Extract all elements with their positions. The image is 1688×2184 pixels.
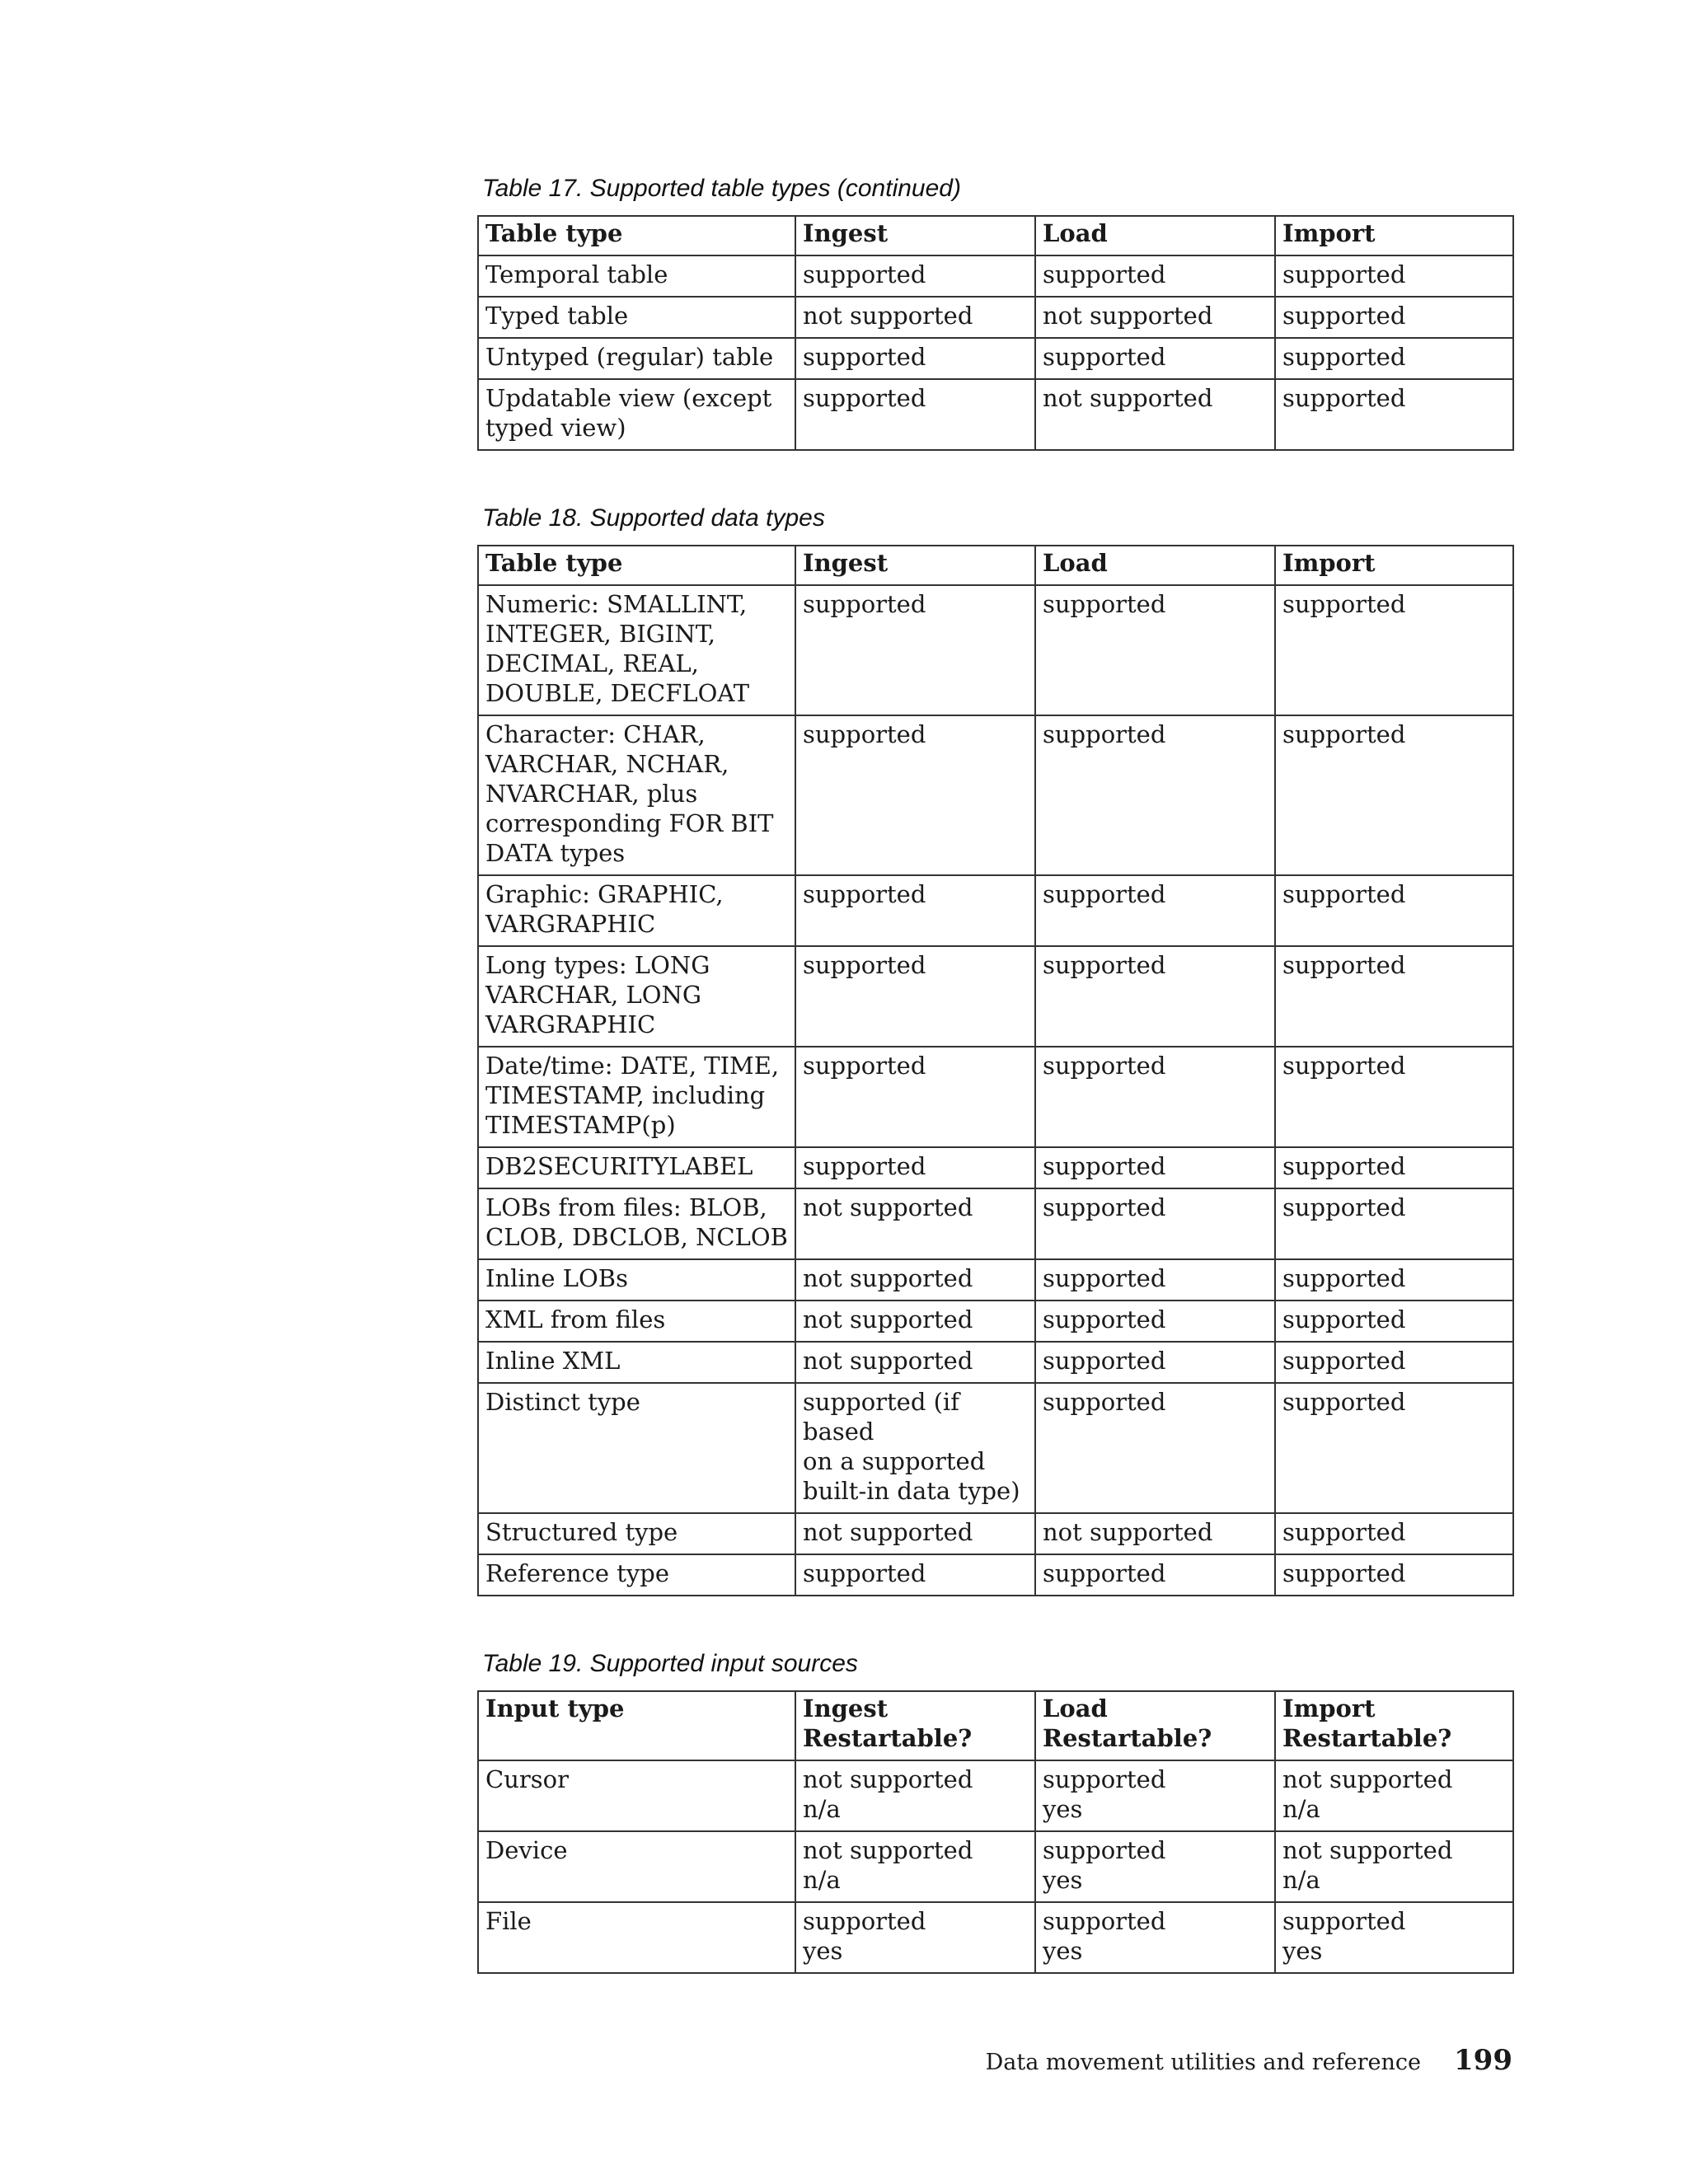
table18-cell: supported	[1035, 585, 1275, 715]
table18-cell: LOBs from files: BLOB, CLOB, DBCLOB, NCLOB	[478, 1188, 795, 1259]
table18-cell: supported	[1035, 1554, 1275, 1596]
table18-cell: not supported	[795, 1513, 1035, 1554]
table17-cell: supported	[1275, 297, 1513, 338]
table18-cell: supported	[1275, 875, 1513, 946]
table18-row	[478, 1147, 1513, 1188]
table18-cell: Date/time: DATE, TIME, TIMESTAMP, including TIMESTAMP(p)	[478, 1047, 795, 1147]
table18-row	[478, 946, 1513, 1047]
table18-cell: supported	[1275, 946, 1513, 1047]
table18-row	[478, 1513, 1513, 1554]
table17-cell: Untyped (regular) table	[478, 338, 795, 379]
table17-row	[478, 255, 1513, 297]
table18-cell: supported	[795, 1554, 1035, 1596]
table18-cell: supported	[1035, 1188, 1275, 1259]
table18-row	[478, 1188, 1513, 1259]
table19	[477, 1690, 1514, 1974]
table18-header-cell: Table type	[478, 546, 795, 585]
table18-cell: supported	[1035, 1147, 1275, 1188]
table19-header-cell: Ingest Restartable?	[795, 1691, 1035, 1760]
table18-cell: Distinct type	[478, 1383, 795, 1513]
table18-cell: not supported	[795, 1259, 1035, 1301]
table18-cell: not supported	[1035, 1513, 1275, 1554]
footer-text: Data movement utilities and reference	[985, 2050, 1422, 2075]
table19-cell: supported yes	[1275, 1902, 1513, 1973]
table19-cell: supported yes	[1035, 1902, 1275, 1973]
table17-header-row	[478, 216, 1513, 255]
table18-cell: supported	[795, 946, 1035, 1047]
table18-cell: supported	[1035, 1301, 1275, 1342]
table17-cell: supported	[1035, 338, 1275, 379]
table19-row	[478, 1902, 1513, 1973]
table17-header-cell: Table type	[478, 216, 795, 255]
table17-cell: not supported	[795, 297, 1035, 338]
table18-cell: supported	[1035, 715, 1275, 875]
table19-cell: Device	[478, 1831, 795, 1902]
table18-cell: supported	[1035, 1383, 1275, 1513]
table19-header-cell: Load Restartable?	[1035, 1691, 1275, 1760]
table19-cell: Cursor	[478, 1760, 795, 1831]
table18-cell: supported	[1035, 1047, 1275, 1147]
table17-header-cell: Ingest	[795, 216, 1035, 255]
table18-cell: XML from files	[478, 1301, 795, 1342]
table18-caption: Table 18. Supported data types	[482, 504, 825, 532]
table18-row	[478, 1383, 1513, 1513]
table17-cell: Typed table	[478, 297, 795, 338]
table19-header-row	[478, 1691, 1513, 1760]
table18-cell: supported	[1275, 1554, 1513, 1596]
table18-cell: supported	[1275, 1147, 1513, 1188]
table18-cell: not supported	[795, 1301, 1035, 1342]
table17-cell: Temporal table	[478, 255, 795, 297]
table18-cell: supported	[1275, 1188, 1513, 1259]
table18-cell: supported	[1035, 1342, 1275, 1383]
table18-cell: supported	[1275, 1259, 1513, 1301]
table18-header-cell: Ingest	[795, 546, 1035, 585]
table17-cell: supported	[795, 338, 1035, 379]
table18-cell: supported	[795, 1047, 1035, 1147]
table18-cell: Reference type	[478, 1554, 795, 1596]
table17	[477, 215, 1514, 451]
table19-header-cell: Import Restartable?	[1275, 1691, 1513, 1760]
table18-cell: Character: CHAR, VARCHAR, NCHAR, NVARCHAR, plus corresponding FOR BIT DATA types	[478, 715, 795, 875]
table17-cell: supported	[1035, 255, 1275, 297]
table18	[477, 545, 1514, 1596]
table18-cell: supported	[1035, 875, 1275, 946]
table18-cell: Structured type	[478, 1513, 795, 1554]
table18-cell: supported	[1275, 1047, 1513, 1147]
table19-cell: not supported n/a	[1275, 1831, 1513, 1902]
table17-header-cell: Load	[1035, 216, 1275, 255]
table18-cell: supported	[1275, 1383, 1513, 1513]
page-number: 199	[1454, 2044, 1512, 2077]
table19-cell: supported yes	[1035, 1760, 1275, 1831]
table17-cell: not supported	[1035, 297, 1275, 338]
table17-cell: Updatable view (except typed view)	[478, 379, 795, 450]
table18-cell: supported	[1275, 1301, 1513, 1342]
table18-cell: Inline XML	[478, 1342, 795, 1383]
table18-row	[478, 1047, 1513, 1147]
table17-cell: supported	[795, 255, 1035, 297]
table18-cell: DB2SECURITYLABEL	[478, 1147, 795, 1188]
page-footer	[986, 2044, 1512, 2077]
table18-row	[478, 1301, 1513, 1342]
table18-cell: supported	[795, 585, 1035, 715]
table19-row	[478, 1831, 1513, 1902]
table19-header-cell: Input type	[478, 1691, 795, 1760]
table18-cell: supported	[1275, 1342, 1513, 1383]
table19-cell: File	[478, 1902, 795, 1973]
table18-cell: supported	[1275, 585, 1513, 715]
table18-cell: supported	[795, 715, 1035, 875]
table18-cell: not supported	[795, 1188, 1035, 1259]
table18-header-cell: Load	[1035, 546, 1275, 585]
table18-cell: Numeric: SMALLINT, INTEGER, BIGINT, DECIMAL, REAL, DOUBLE, DECFLOAT	[478, 585, 795, 715]
table17-cell: supported	[795, 379, 1035, 450]
table17-row	[478, 338, 1513, 379]
table19-caption: Table 19. Supported input sources	[482, 1650, 858, 1677]
table18-header-cell: Import	[1275, 546, 1513, 585]
table18-cell: supported (if based on a supported built-in data type)	[795, 1383, 1035, 1513]
table19-cell: supported yes	[795, 1902, 1035, 1973]
table18-cell: not supported	[795, 1342, 1035, 1383]
table17-row	[478, 297, 1513, 338]
table18-cell: supported	[1035, 1259, 1275, 1301]
table18-row	[478, 1342, 1513, 1383]
table18-header-row	[478, 546, 1513, 585]
table18-row	[478, 585, 1513, 715]
table18-cell: supported	[1275, 1513, 1513, 1554]
table18-row	[478, 715, 1513, 875]
table17-header-cell: Import	[1275, 216, 1513, 255]
table17-caption: Table 17. Supported table types (continued)	[482, 175, 961, 202]
table17-cell: supported	[1275, 379, 1513, 450]
table18-cell: Inline LOBs	[478, 1259, 795, 1301]
table19-cell: not supported n/a	[1275, 1760, 1513, 1831]
table18-cell: Long types: LONG VARCHAR, LONG VARGRAPHIC	[478, 946, 795, 1047]
table18-row	[478, 1554, 1513, 1596]
table19-cell: not supported n/a	[795, 1760, 1035, 1831]
table19-cell: supported yes	[1035, 1831, 1275, 1902]
table18-cell: Graphic: GRAPHIC, VARGRAPHIC	[478, 875, 795, 946]
table18-cell: supported	[1275, 715, 1513, 875]
table18-row	[478, 875, 1513, 946]
table19-cell: not supported n/a	[795, 1831, 1035, 1902]
table18-cell: supported	[795, 1147, 1035, 1188]
table17-row	[478, 379, 1513, 450]
table18-cell: supported	[1035, 946, 1275, 1047]
table17-cell: supported	[1275, 255, 1513, 297]
table18-cell: supported	[795, 875, 1035, 946]
table18-row	[478, 1259, 1513, 1301]
table19-row	[478, 1760, 1513, 1831]
table17-cell: not supported	[1035, 379, 1275, 450]
table17-cell: supported	[1275, 338, 1513, 379]
